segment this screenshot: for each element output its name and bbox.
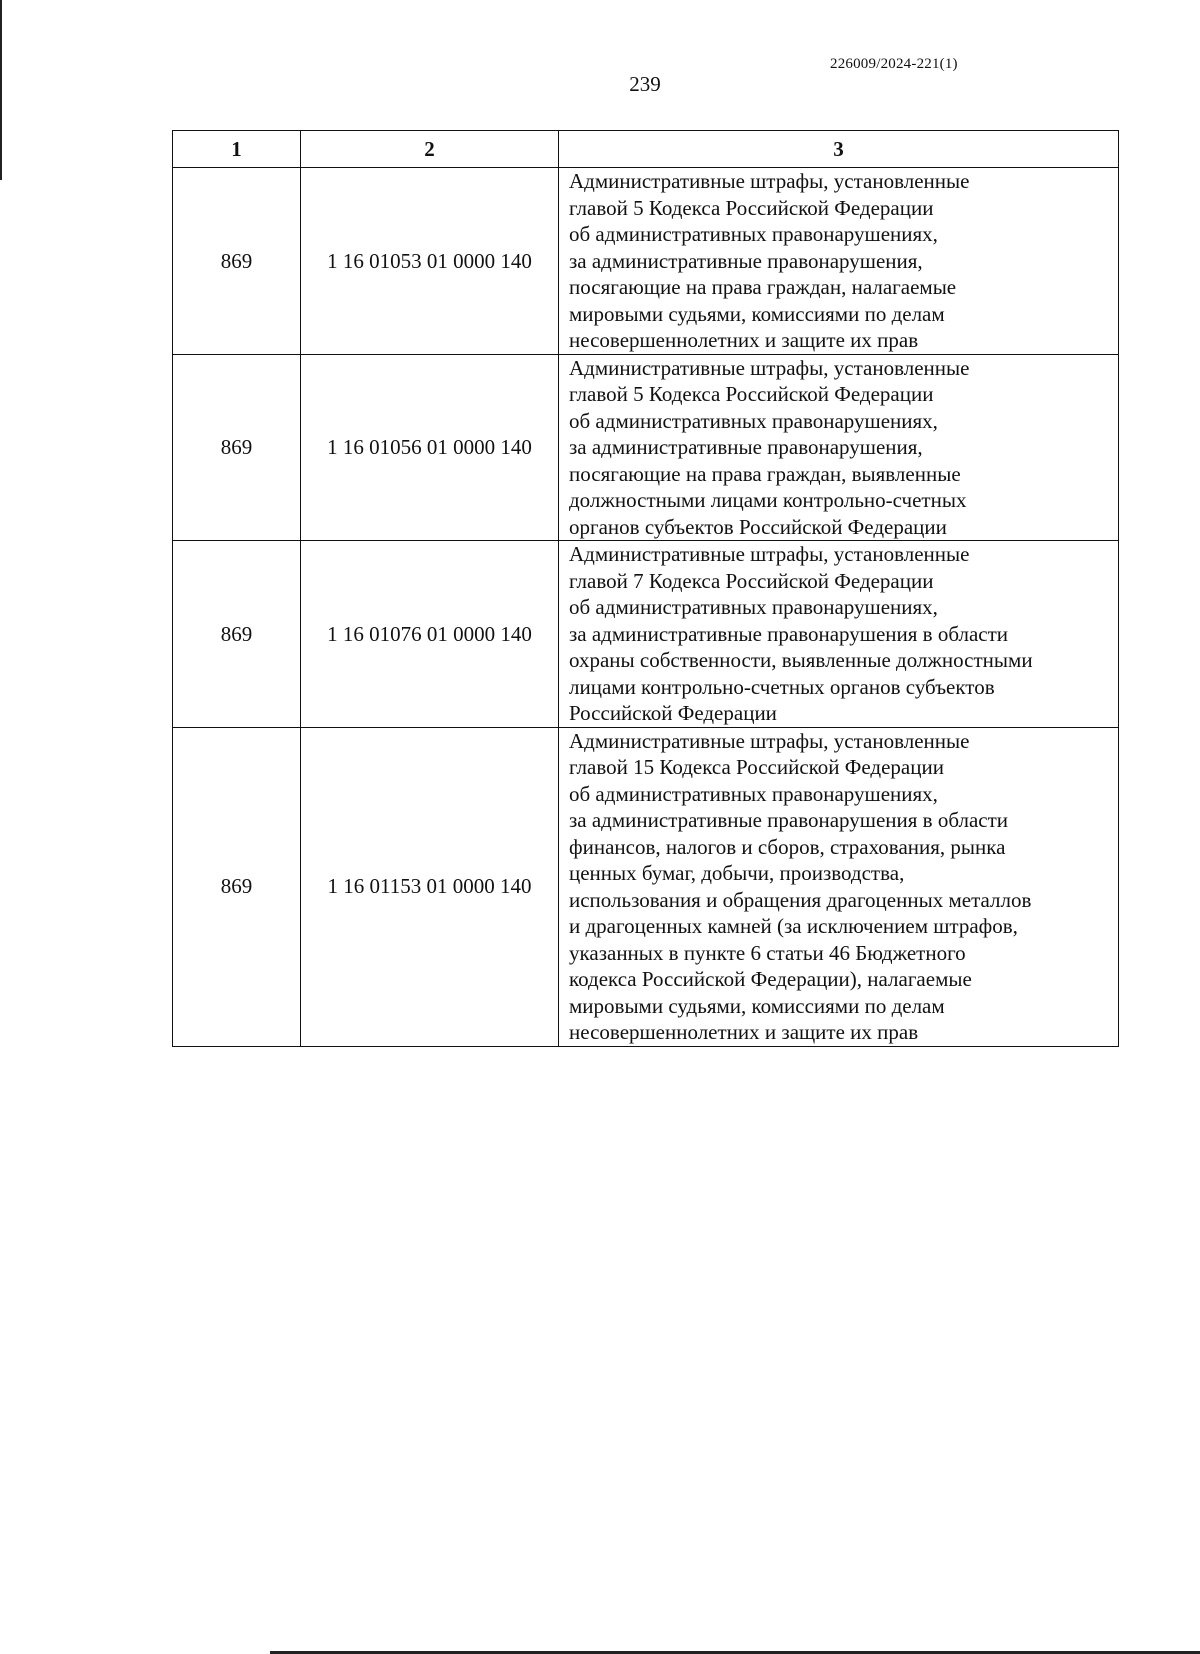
description-cell (559, 354, 1119, 541)
description-line: главой 15 Кодекса Российской Федерации (569, 755, 944, 779)
description-line: главой 5 Кодекса Российской Федерации (569, 195, 934, 220)
description-line: об административных правонарушениях, (569, 595, 938, 619)
description-line: финансов, налогов и сборов, страхования, рынка (569, 834, 1006, 859)
column-header-1: 1 (173, 131, 301, 168)
description-line: несовершеннолетних и защите их прав (569, 328, 919, 352)
description-line: мировыми судьями, комиссиями по делам (569, 301, 945, 326)
description-line: за административные правонарушения в области (569, 621, 1009, 646)
description-line: Административные штрафы, установленные (569, 542, 970, 566)
description-line: мировыми судьями, комиссиями по делам (569, 993, 945, 1018)
table-row (173, 354, 1119, 541)
description-line: посягающие на права граждан, выявленные (569, 461, 961, 486)
table-row (173, 168, 1119, 355)
description-line: охраны собственности, выявленные должностными (569, 648, 1033, 672)
column-header-3: 3 (559, 131, 1119, 168)
description-cell (559, 541, 1119, 728)
description-line: органов субъектов Российской Федерации (569, 514, 947, 539)
table-row (173, 541, 1119, 728)
budget-code-cell: 1 16 01153 01 0000 140 (301, 727, 559, 1046)
description-cell (559, 168, 1119, 355)
description-line: Российской Федерации (569, 701, 777, 725)
description-line: об административных правонарушениях, (569, 408, 938, 433)
description-line: и драгоценных камней (за исключением штрафов, (569, 914, 1018, 938)
page-number: 239 (629, 72, 661, 96)
budget-code-cell: 1 16 01076 01 0000 140 (301, 541, 559, 728)
budget-codes-table (172, 130, 1119, 1047)
description-line: несовершеннолетних и защите их прав (569, 1020, 919, 1044)
admin-code-cell: 869 (173, 354, 301, 541)
admin-code-cell: 869 (173, 168, 301, 355)
description-line: об административных правонарушениях, (569, 222, 938, 246)
description-line: указанных в пункте 6 статьи 46 Бюджетного (569, 940, 966, 965)
admin-code-cell: 869 (173, 727, 301, 1046)
table-header-row (173, 131, 1119, 168)
column-header-2: 2 (301, 131, 559, 168)
description-line: об административных правонарушениях, (569, 781, 938, 806)
description-line: лицами контрольно-счетных органов субъектов (569, 674, 995, 699)
description-line: главой 7 Кодекса Российской Федерации (569, 568, 934, 593)
description-cell (559, 727, 1119, 1046)
document-number: 226009/2024-221(1) (830, 56, 958, 72)
description-line: за административные правонарушения, (569, 248, 923, 273)
budget-code-cell: 1 16 01053 01 0000 140 (301, 168, 559, 355)
scan-edge-left (0, 0, 2, 180)
description-line: посягающие на права граждан, налагаемые (569, 275, 957, 299)
description-line: ценных бумаг, добычи, производства, (569, 861, 905, 885)
description-line: должностными лицами контрольно-счетных (569, 488, 967, 512)
budget-code-cell: 1 16 01056 01 0000 140 (301, 354, 559, 541)
description-line: за административные правонарушения, (569, 435, 923, 459)
admin-code-cell: 869 (173, 541, 301, 728)
description-line: за административные правонарушения в области (569, 808, 1009, 832)
description-line: Административные штрафы, установленные (569, 355, 970, 380)
description-line: использования и обращения драгоценных металлов (569, 887, 1032, 912)
description-line: главой 5 Кодекса Российской Федерации (569, 382, 934, 406)
description-line: Административные штрафы, установленные (569, 169, 970, 193)
table-row (173, 727, 1119, 1046)
description-line: кодекса Российской Федерации), налагаемые (569, 967, 972, 991)
description-line: Административные штрафы, установленные (569, 728, 970, 753)
